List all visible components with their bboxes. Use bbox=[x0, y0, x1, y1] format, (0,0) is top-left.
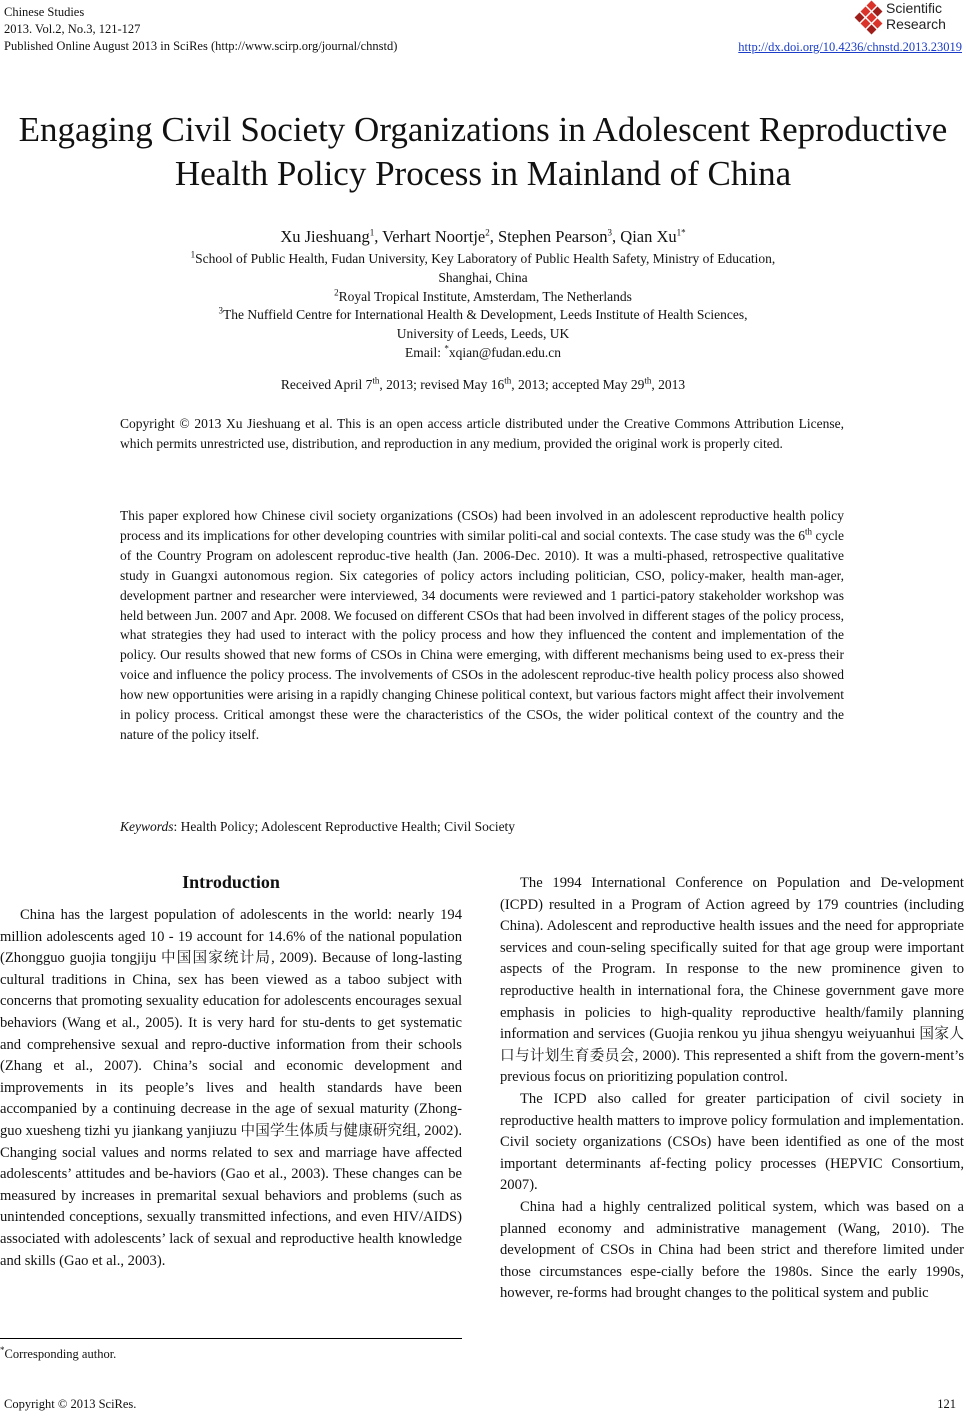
right-column bbox=[500, 873, 964, 1305]
accepted-text: , 2013; accepted May 29 bbox=[511, 377, 645, 392]
email-address[interactable]: xqian@fudan.edu.cn bbox=[448, 344, 562, 360]
footer-copyright: Copyright © 2013 SciRes. bbox=[4, 1397, 137, 1411]
email-label: Email: bbox=[404, 344, 445, 360]
keywords-text: : Health Policy; Adolescent Reproductive Health; Civil Society bbox=[173, 819, 516, 834]
author-sup: 3 bbox=[607, 227, 613, 238]
aff-sup: 2 bbox=[334, 287, 339, 298]
affiliation-3: The Nuffield Centre for International Health & Development, Leeds Institute of Health Sciences, bbox=[222, 307, 748, 323]
body-paragraph-1: The 1994 International Conference on Population and De-velopment (ICPD) resulted in a Program of Action agreed by 179 countries (including China). Adolescent and reproductive health issues and the need for appropriate services and coun-seling specifically suited for that age group were important aspects of the Program. In response to the new prominence given to reproductive health in international fora, the Chinese government gave more emphasis in policies to high-quality reproductive health/family planning information and services (Guojia renkou yu jihua shengyu weiyuanhui 国家人口与计划生育委员会, 2000). This represented a shift from the govern-ment’s previous focus on prioritizing population control. bbox=[500, 875, 964, 1086]
scientific-research-logo bbox=[848, 0, 960, 36]
title-line-2: Health Policy Process in Mainland of China bbox=[174, 154, 792, 193]
footnote bbox=[0, 1344, 117, 1362]
received-text: Received April 7 bbox=[280, 377, 373, 392]
abstract-sup: th bbox=[805, 526, 813, 537]
abstract-text-1: This paper explored how Chinese civil society organizations (CSOs) had been involved in an adolescent reproductive health policy process and its implications for other developing countries with similar politi-cal and social contexts. The case study was the 6 bbox=[120, 508, 844, 543]
author-name: Verhart Noortje bbox=[382, 227, 486, 246]
author-name: Xu Jieshuang bbox=[280, 227, 370, 246]
affiliation-1-cont: Shanghai, China bbox=[438, 269, 528, 285]
body-paragraph-2: The ICPD also called for greater participation of civil society in reproductive health matters to improve policy formulation and implementation. Civil society organizations (CSOs) have been identified as one of the most important determinants af-fecting policy processes (HEPVIC Consortium, 2007). bbox=[500, 1090, 964, 1194]
page-number: 121 bbox=[937, 1397, 956, 1411]
keywords-label: Keywords bbox=[120, 819, 174, 834]
keywords bbox=[120, 819, 844, 835]
body-paragraph-3: China had a highly centralized political system, which was based on a planned economy and administrative management (Wang, 2010). The development of CSOs in China had been strict and therefore limited under those circumstances espe-cially before the 1980s. Since the early 1990s, however, re-forms had brought changes to the political system and public bbox=[500, 1198, 964, 1302]
date-sup: th bbox=[504, 375, 512, 386]
abstract bbox=[120, 506, 844, 745]
email-sup: * bbox=[444, 343, 449, 354]
paper-title bbox=[0, 108, 966, 196]
revised-text: , 2013; revised May 16 bbox=[379, 377, 505, 392]
affiliations bbox=[0, 250, 966, 363]
intro-paragraph: China has the largest population of adolescents in the world: nearly 194 million adolescents aged 10 - 19 account for 14.6% of the national population (Zhongguo guojia tongjiju 中国国家统计局, 2009). Because of long-lasting cultural traditions in China, sex has been viewed as a taboo subject with concerns that promoting sexuality education for adolescents encourages sexual behaviors (Wang et al., 2005). It is very hard for stu-dents to get systematic and comprehensive sexual and repro-ductive information from their schools (Zhang et al., 2007). China’s social and economic development and improvements in its people’s lives and health standards have been accompanied by a continuing decrease in the age of sexual maturity (Zhong-guo xuesheng tizhi yu jiankang yanjiuzu 中国学生体质与健康研究组, 2002). Changing social values and norms related to sex and marriage have affected adolescents’ attitudes and be-haviors (Gao et al., 2003). These changes can be measured by increases in premarital sexual behaviors and problems (such as unintended conceptions, sexually transmitted infections, and even HIV/AIDS) associated with adolescents’ lack of sexual and reproductive health knowledge and skills (Gao et al., 2003). bbox=[0, 907, 462, 1269]
footnote-rule bbox=[0, 1338, 462, 1339]
doi-link[interactable]: http://dx.doi.org/10.4236/chnstd.2013.23019 bbox=[738, 40, 962, 54]
logo-text-2: Research bbox=[886, 16, 946, 32]
copyright-notice: Copyright © 2013 Xu Jieshuang et al. This is an open access article distributed under the Creative Commons Attribution License, which permits unrestricted use, distribution, and reproduction in any medium, provided the original work is properly cited. bbox=[120, 416, 844, 451]
title-line-1: Engaging Civil Society Organizations in Adolescent Reproductive bbox=[18, 110, 948, 149]
affiliation-2: Royal Tropical Institute, Amsterdam, The Netherlands bbox=[338, 288, 632, 304]
abstract-text-2: cycle of the Country Program on adolescent reproduc-tive health (Jan. 2006-Dec. 2010). It was a multi-phased, retrospective qualitative study in Guangxi autonomous region. Six categories of policy actors including politician, CSO, policy-maker, health man-ager, development partner and researcher were interviewed, 34 documents were reviewed and 1 partici-patory stakeholder workshop was held between Jun. 2007 and Apr. 2008. We focused on different CSOs that had been involved in different stages of the policy process, what strategies they had used to interact with the policy process and how they influenced the content and implementation of the policy. Our results showed that new forms of CSOs in China were emerging, with different mechanisms being used to ex-press their voice and influence the policy process. The involvements of CSOs in the adolescent reproduc-tive health policy process also showed how new opportunities were arising in a rapidly changing Chinese political context, but various factors might affect their involvement in policy process. Critical amongst these were the characteristics of the CSOs, the wider political context of the country and the nature of the policy itself. bbox=[120, 527, 844, 742]
journal-name: Chinese Studies bbox=[4, 5, 85, 19]
year-text: , 2013 bbox=[651, 377, 686, 392]
affiliation-1: School of Public Health, Fudan University, Key Laboratory of Public Health Safety, Ministry of Education, bbox=[195, 251, 776, 266]
author-name: Stephen Pearson bbox=[498, 227, 608, 246]
author-name: Qian Xu bbox=[620, 227, 677, 246]
author-sup: 2 bbox=[485, 227, 490, 238]
date-sup: th bbox=[644, 375, 652, 386]
logo-text-1: Scientific bbox=[886, 0, 943, 16]
aff-sup: 1 bbox=[190, 249, 196, 260]
affiliation-3-cont: University of Leeds, Leeds, UK bbox=[396, 326, 570, 342]
received-dates bbox=[0, 377, 966, 393]
author-sup: 1* bbox=[676, 227, 686, 238]
author-sup: 1 bbox=[369, 227, 375, 238]
left-column bbox=[0, 905, 462, 1272]
aff-sup: 3 bbox=[218, 305, 223, 316]
journal-volume: 2013. Vol.2, No.3, 121-127 bbox=[4, 22, 141, 36]
footnote-sup: * bbox=[0, 1344, 5, 1355]
published-online: Published Online August 2013 in SciRes (http://www.scirp.org/journal/chnstd) bbox=[4, 39, 398, 53]
section-heading-introduction: Introduction bbox=[182, 872, 280, 892]
author-list: Xu Jieshuang$^1$, Verhart Noortje$^2$, Stephen Pearson$^3$, Qian $Xu^{1*}$ bbox=[280, 227, 686, 246]
footnote-text: Corresponding author. bbox=[4, 1347, 117, 1361]
running-header bbox=[4, 4, 397, 55]
date-sup: th bbox=[372, 375, 380, 386]
